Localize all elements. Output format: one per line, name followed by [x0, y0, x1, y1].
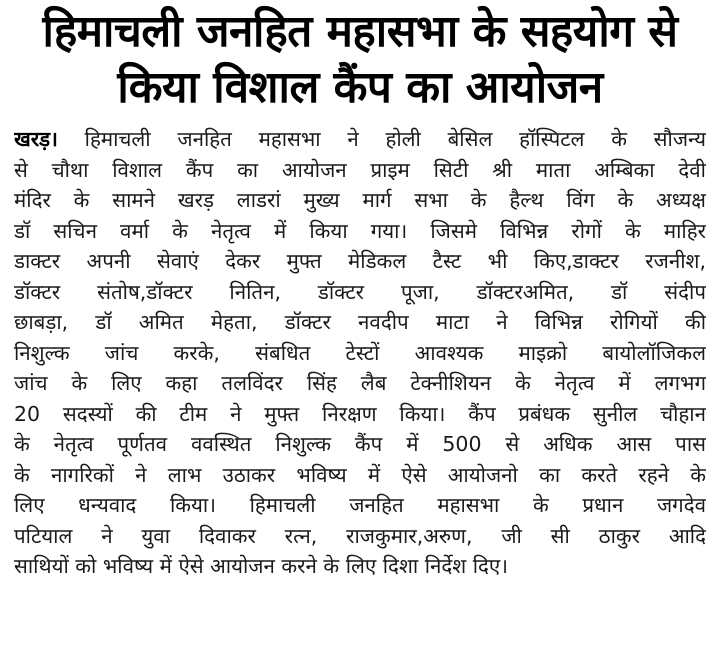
body-line: 20 सदस्यों की टीम ने मुफ्त निरक्षण किया। कैंप प्रबंधक सुनील चौहान: [14, 401, 706, 426]
body-line: पटियाल ने युवा दिवाकर रत्न, राजकुमार,अरुण, जी सी ठाकुर आदि: [14, 523, 706, 548]
body-line: के नागरिकों ने लाभ उठाकर भविष्य में ऐसे आयोजनो का करते रहने के: [14, 462, 706, 487]
body-line: [14, 124, 706, 155]
body-line: से चौथा विशाल कैंप का आयोजन प्राइम सिटी श्री माता अम्बिका देवी: [14, 157, 706, 182]
body-line: छाबड़ा, डॉ अमित मेहता, डॉक्टर नवदीप माटा ने विभिन्न रोगियों की: [14, 310, 706, 334]
body-line: जांच के लिए कहा तलविंदर सिंह लैब टेक्नीशियन के नेतृत्व में लगभग: [14, 371, 706, 395]
headline-line-2: किया विशाल कैंप का आयोजन: [117, 62, 603, 113]
body-line: मंदिर के सामने खरड़ लाडरां मुख्य मार्ग सभा के हैल्थ विंग के अध्यक्ष: [14, 188, 706, 212]
body-line: डॉ सचिन वर्मा के नेतृत्व में किया गया। जिसमे विभिन्न रोगों के माहिर: [14, 218, 706, 243]
dateline: खरड़।: [14, 127, 58, 151]
body-line: के नेतृत्व पूर्णतव ववस्थित निशुल्क कैंप में 500 से अधिक आस पास: [14, 432, 706, 456]
body-line: निशुल्क जांच करके, संबधित टेस्टों आवश्यक माइक्रो बायोलॉजिकल: [14, 340, 706, 365]
body-line: डाक्टर अपनी सेवाएं देकर मुफ्त मेडिकल टैस्ट भी किए,डाक्टर रजनीश,: [14, 249, 706, 273]
headline: [14, 4, 706, 116]
body-line-text: हिमाचली जनहित महासभा ने होली बेसिल हॉस्पिटल के सौजन्य: [57, 127, 706, 151]
body-line: साथियों को भविष्य में ऐसे आयोजन करने के लिए दिशा निर्देश दिए।: [14, 554, 509, 578]
article-body: [14, 124, 706, 582]
headline-line-1: हिमाचली जनहित महासभा के सहयोग से: [42, 6, 678, 57]
body-line: लिए धन्यवाद किया। हिमाचली जनहित महासभा के प्रधान जगदेव: [14, 493, 706, 517]
body-line: डॉक्टर संतोष,डॉक्टर नितिन, डॉक्टर पूजा, डॉक्टरअमित, डॉ संदीप: [14, 279, 706, 304]
